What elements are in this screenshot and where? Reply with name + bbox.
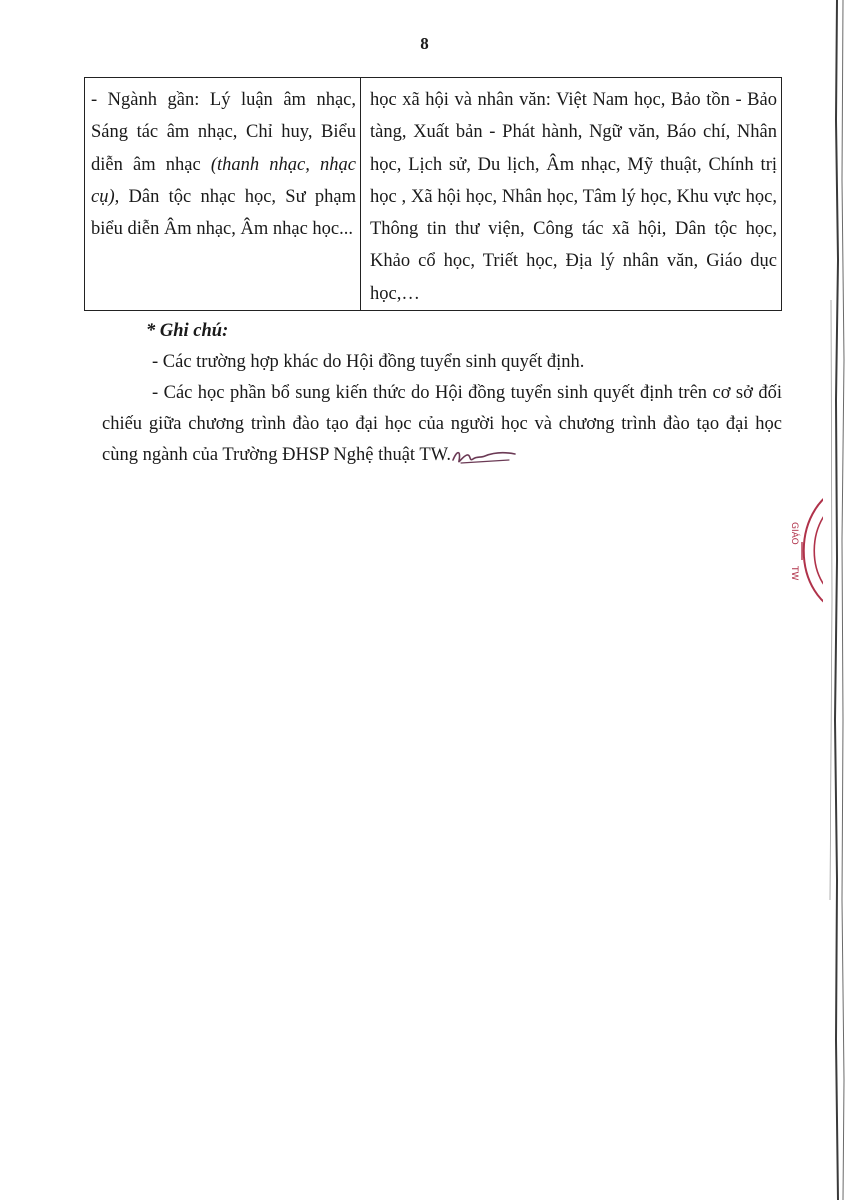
- note-item-1: - Các trường hợp khác do Hội đồng tuyển sinh quyết định.: [152, 352, 585, 372]
- handwritten-initials: [451, 446, 517, 466]
- related-majors-intro: - Ngành gần: Lý luận âm nhạc, Sáng tác âm nhạc, Chỉ huy, Biểu diễn âm nhạc: [91, 90, 356, 175]
- note-item-2: [102, 378, 782, 471]
- related-majors-italic: (thanh nhạc, nhạc cụ): [91, 154, 356, 207]
- related-majors-rest: , Dân tộc nhạc học, Sư phạm biểu diễn Âm nhạc, Âm nhạc học...: [91, 186, 356, 240]
- notes-section: [102, 316, 782, 471]
- page-number: 8: [420, 34, 429, 53]
- note-item-2-text: - Các học phần bổ sung kiến thức do Hội đồng tuyển sinh quyết định trên cơ sở đối chiếu giữa chương trình đào tạo đại học của người học và chương trình đào tạo đại học cùng ngành của Trường ĐHSP Nghệ thuật TW.: [102, 383, 782, 465]
- svg-text:GIÁO: GIÁO: [789, 522, 799, 545]
- eligibility-table: [84, 77, 782, 311]
- table-cell-left: [85, 78, 361, 310]
- related-majors-text: [91, 84, 356, 245]
- table-cell-right: [361, 78, 781, 310]
- scan-edge-border: [823, 0, 849, 1200]
- social-sciences-text: học xã hội và nhân văn: Việt Nam học, Bảo tồn - Bảo tàng, Xuất bản - Phát hành, Ngữ văn, Báo chí, Nhân học, Lịch sử, Du lịch, Âm nhạc, Mỹ thuật, Chính trị học , Xã hội học, Nhân học, Tâm lý học, Khu vực học, Thông tin thư viện, Công tác xã hội, Dân tộc học, Khảo cổ học, Triết học, Địa lý nhân văn, Giáo dục học,…: [370, 90, 777, 304]
- notes-title: * Ghi chú:: [146, 321, 229, 341]
- svg-text:TW: TW: [789, 566, 799, 581]
